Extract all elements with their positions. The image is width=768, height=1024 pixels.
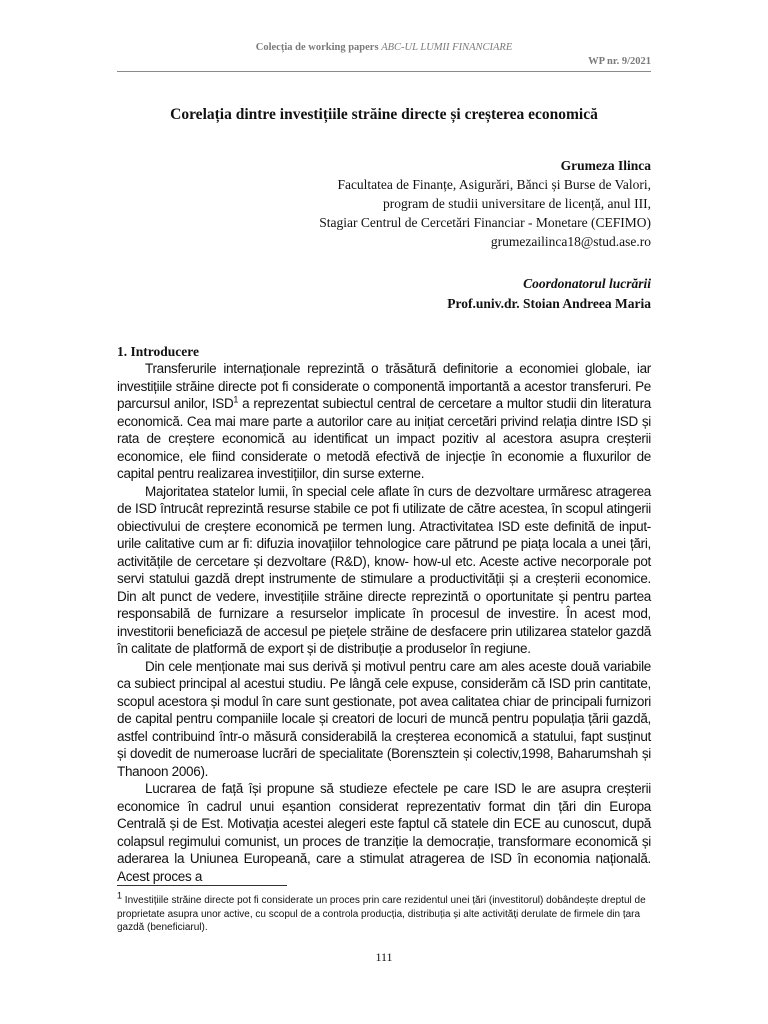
paragraph-1-part-b: a reprezentat subiectul central de cercetare a multor studii din literatura economică. Cea mai mare parte a autorilor care au inițiat cercetări privind relația dintre ISD și rata de creștere economică au identificat un impact pozitiv al acestora asupra creșterii economice, ele fiind considerate o metodă efectivă de injecție în economie a fluxurilor de capital pentru realizarea investițiilor, din surse externe. bbox=[117, 396, 651, 481]
paragraph-2: Majoritatea statelor lumii, în special cele aflate în curs de dezvoltare urmăresc atragerea de ISD întrucât reprezintă resurse stabile ce pot fi utilizate de către acestea, în scopul atingerii obiectivului de creștere economică pe termen lung. Atractivitatea ISD este definită de input-urile calitative cum ar fi: difuzia inovațiilor tehnologice care pătrund pe piața locala a unei țări, activitățile de cercetare și dezvoltare (R&D), know- how-ul etc. Aceste active necorporale pot servi statului gazdă drept instrumente de stimulare a productivității și a creșterii economice. Din alt punct de vedere, investițiile străine directe reprezintă o oportunitate și pentru partea responsabilă de furnizare a resurselor implicate în procesul de investire. În acest mod, investitorii beneficiază de accesul pe piețele străine de desfacere prin utilizarea statelor gazdă în calitate de platformă de export și de distribuție a produselor în regiune. bbox=[117, 483, 651, 656]
series-prefix: Colecția de working papers bbox=[255, 42, 379, 53]
author-affiliation-1: Facultatea de Finanțe, Asigurări, Bănci și Burse de Valori, bbox=[337, 177, 651, 192]
page-number: 111 bbox=[375, 950, 393, 964]
footnote bbox=[117, 890, 651, 935]
body-text bbox=[117, 360, 651, 885]
running-header bbox=[0, 42, 768, 53]
coordinator-name: Prof.univ.dr. Stoian Andreea Maria bbox=[447, 296, 651, 311]
paragraph-1 bbox=[117, 360, 651, 483]
paragraph-3: Din cele menționate mai sus derivă și motivul pentru care am ales aceste două variabile ca subiect principal al acestui studiu. Pe lângă cele expuse, considerăm că ISD prin cantitate, scopul acestora și modul în care sunt gestionate, pot avea calitatea chiar de principali furnizori de capital pentru companiile locale și creatori de locuri de muncă pentru populația țării gazdă, astfel contribuind într-o măsură considerabilă la creșterea economică a statului, fapt susținut și dovedit de numeroase lucrări de specialitate (Borensztein și colectiv,1998, Baharumshah și Thanoon 2006). bbox=[117, 658, 651, 779]
author-email: grumezailinca18@stud.ase.ro bbox=[490, 234, 651, 249]
header-divider bbox=[117, 71, 651, 72]
footnote-divider bbox=[117, 885, 287, 886]
paragraph-4: Lucrarea de față își propune să studieze efectele pe care ISD le are asupra creșterii economice în cadrul unui eșantion considerat reprezentativ format din țări din Europa Centrală și de Est. Motivația acestei alegeri este faptul că statele din ECE au cunoscut, după colapsul regimului comunist, un proces de tranziție la democrație, transformare economică și aderarea la Uniunea Europeană, care a stimulat atragerea de ISD în economia națională. Acest proces a bbox=[117, 781, 651, 884]
author-affiliation-3: Stagiar Centrul de Cercetări Financiar - Monetare (CEFIMO) bbox=[319, 215, 651, 230]
author-affiliation-2: program de studii universitare de licență, anul III, bbox=[382, 196, 651, 211]
working-paper-number: WP nr. 9/2021 bbox=[588, 56, 651, 67]
author-name: Grumeza Ilinca bbox=[560, 158, 651, 173]
footnote-mark: 1 bbox=[117, 890, 123, 901]
coordinator-block bbox=[117, 274, 651, 314]
footnote-reference: 1 bbox=[233, 394, 239, 405]
footnote-text: Investițiile străine directe pot fi considerate un proces prin care rezidentul unei țări (investitorul) dobândește dreptul de proprietate asupra unor active, cu scopul de a controla producția, distribuția și alte activități derulate de firmele din țara gazdă (beneficiarul). bbox=[117, 895, 646, 933]
coordinator-label: Coordonatorul lucrării bbox=[523, 276, 651, 291]
paragraph-1-part-a: Transferurile internaționale reprezintă o trăsătură definitorie a economiei globale, iar investițiile străine directe pot fi considerate o componentă importantă a acestor transferuri. Pe parcursul anilor, ISD bbox=[117, 361, 651, 411]
series-name: ABC-UL LUMII FINANCIARE bbox=[381, 42, 513, 53]
paper-title: Corelația dintre investițiile străine directe și creșterea economică bbox=[170, 106, 598, 123]
author-block bbox=[117, 156, 651, 251]
section-heading: 1. Introducere bbox=[117, 344, 199, 359]
